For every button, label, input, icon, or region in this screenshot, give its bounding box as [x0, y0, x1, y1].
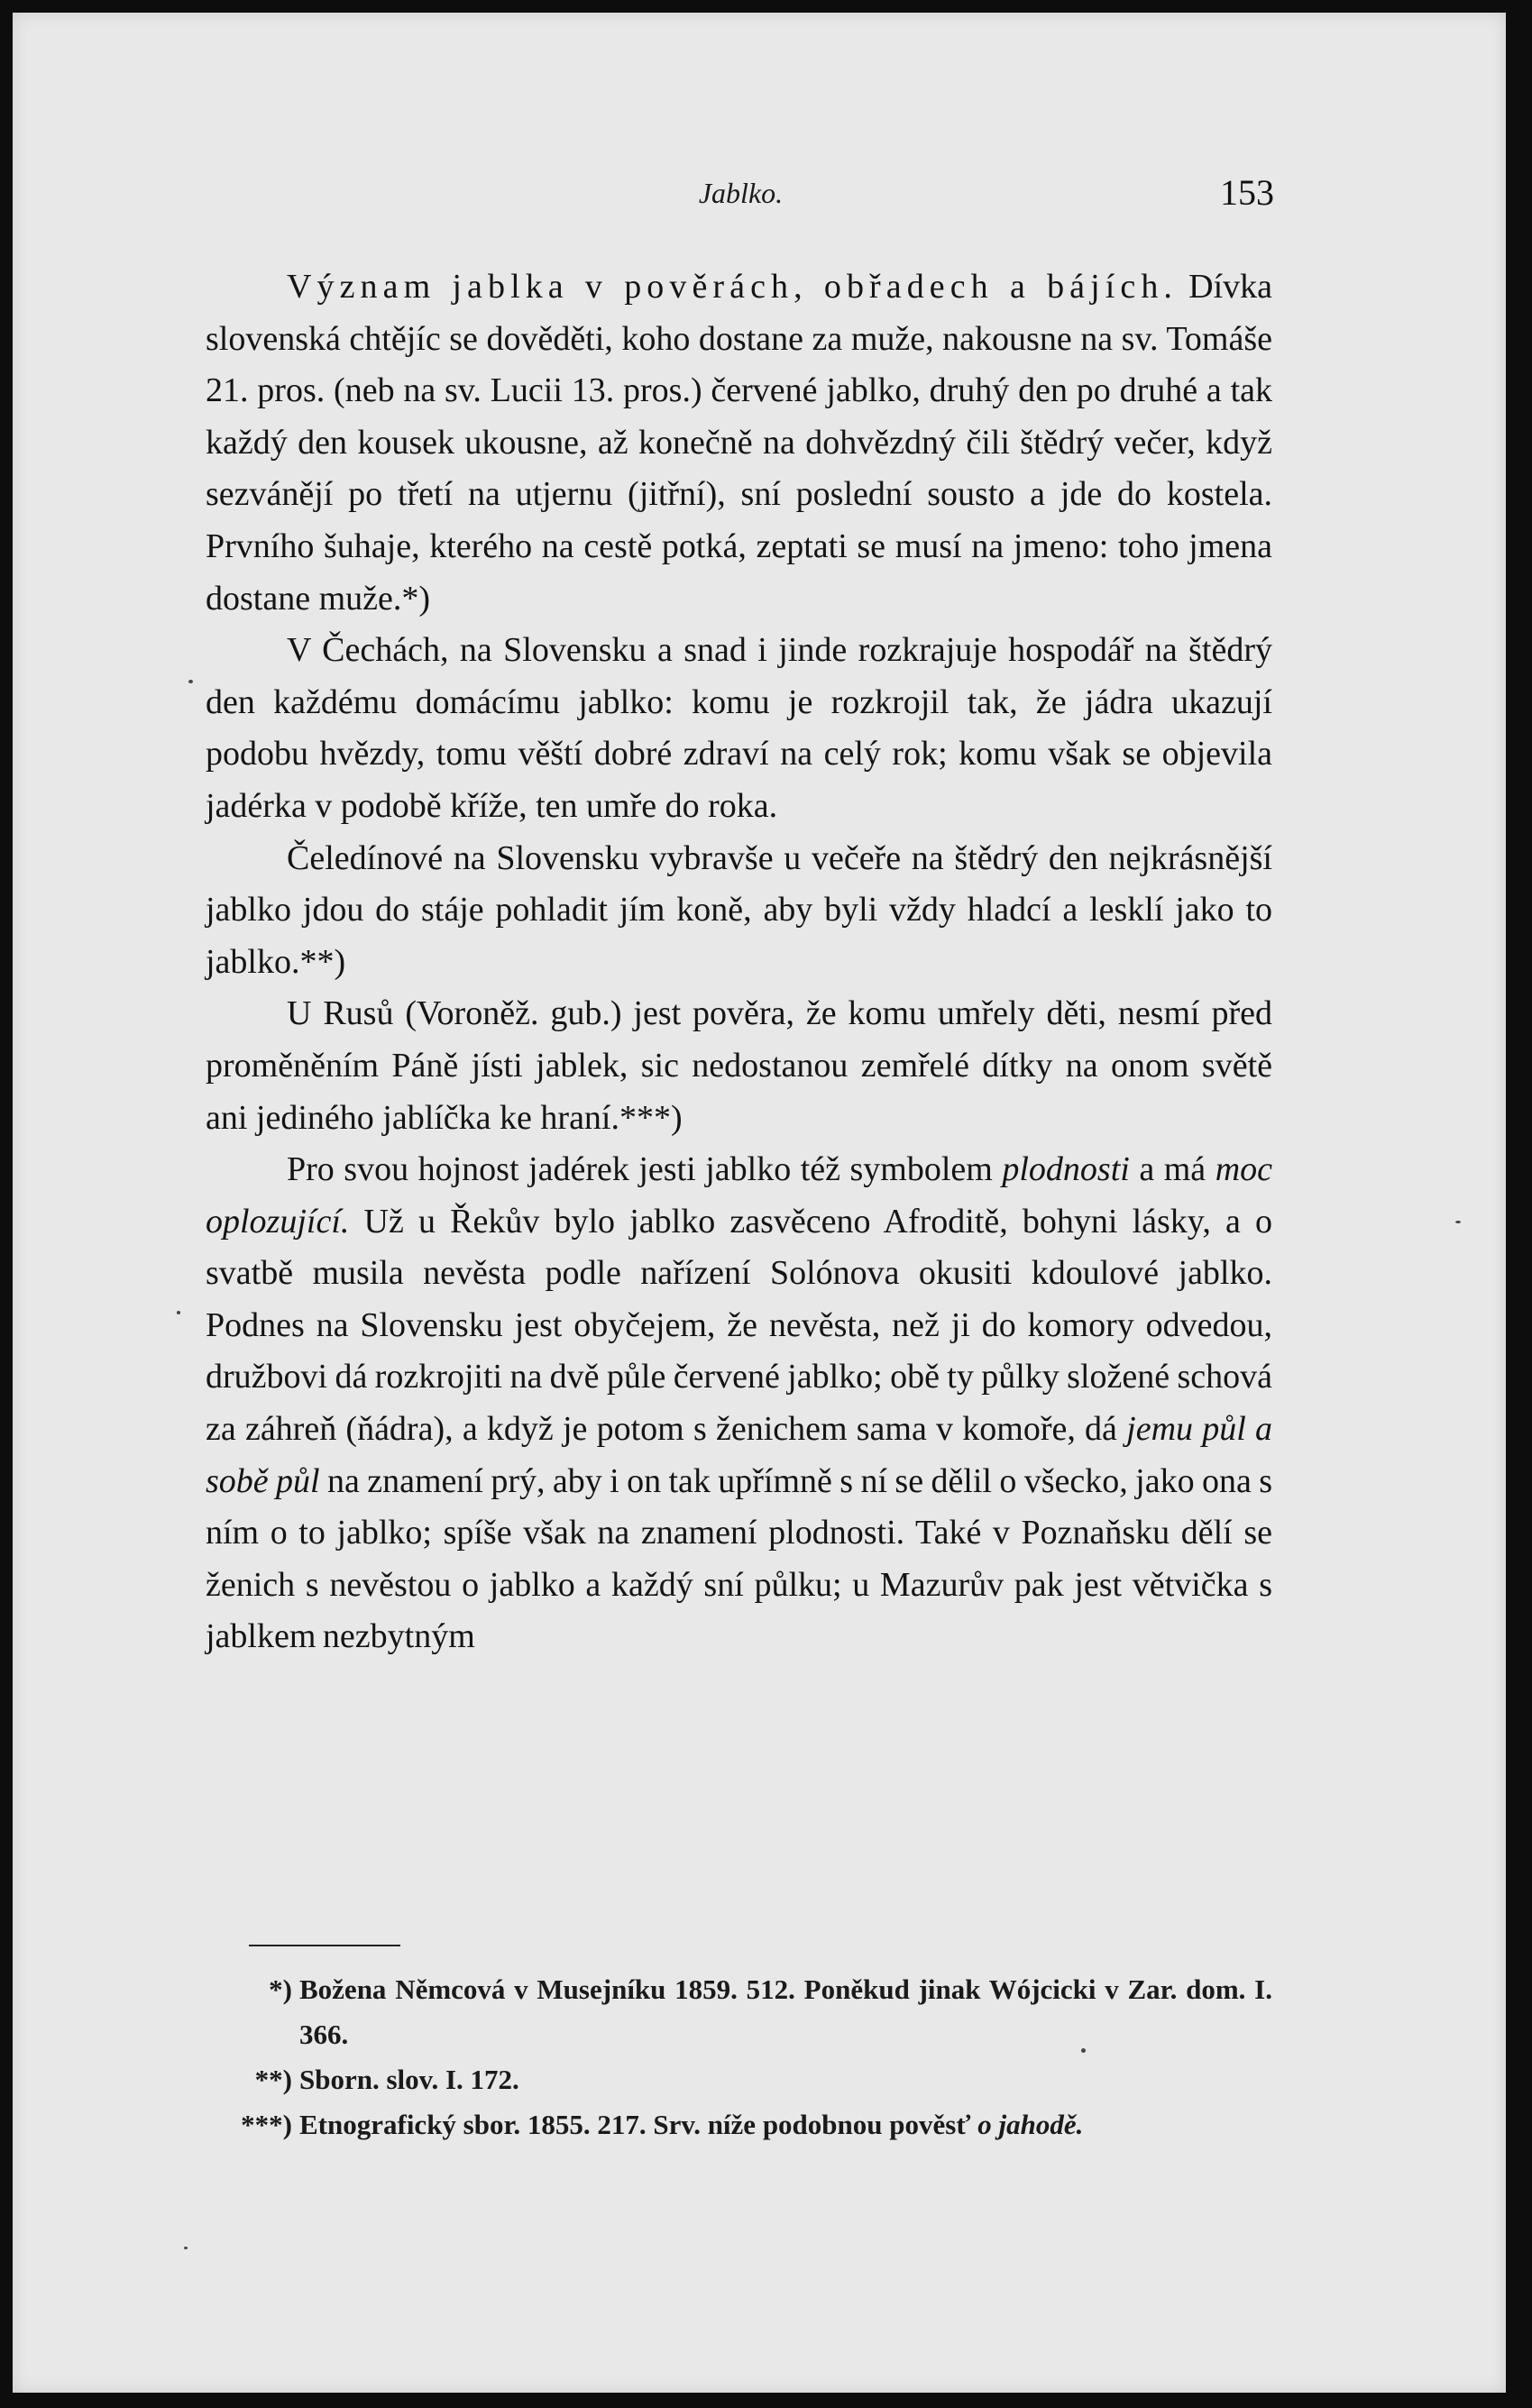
- footnotes: [206, 1967, 1272, 2147]
- page-number: 153: [1220, 172, 1274, 213]
- footnote-text: Etnografický sbor. 1855. 217. Srv. níže podobnou pověsť: [299, 2109, 978, 2140]
- paragraph-5: [206, 1144, 1272, 1663]
- paragraph-5-text: Už u Řekův bylo jablko zasvěceno Afroditě, bohyni lásky, a o svatbě musila nevěsta podle nařízení Solónova okusiti kdoulové jablko. Podnes na Slovensku jest obyčejem, že nevěsta, než ji do komory odvedou, družbovi dá rozkrojiti na dvě půle červené jablko; obě ty půlky složené schová za záhreň (ňádra), a když je potom s ženichem sama v komoře, dá: [206, 1202, 1272, 1449]
- ink-speck: [1455, 1221, 1461, 1223]
- ink-speck: [177, 1311, 180, 1314]
- ink-speck: [184, 2247, 188, 2249]
- running-head-title: Jablko.: [698, 177, 784, 209]
- paragraph-1: [206, 261, 1272, 625]
- body-text: [206, 261, 1272, 1663]
- paragraph-5-text: na znamení prý, aby i on tak upřímně s ní se dělil o všecko, jako ona s ním o to jablko; spíše však na znamení plodnosti. Také v Poznaňsku dělí se ženich s nevěstou o jablko a každý sní půlku; u Mazurův pak jest větvička s jablkem nezbytným: [206, 1461, 1273, 1656]
- emphasis-jemu-pul: jemu půl a sobě půl: [206, 1410, 1272, 1500]
- footnote-mark: **): [254, 2064, 292, 2095]
- paragraph-1-text: Dívka slovenská chtějíc se dověděti, koho dostane za muže, nakousne na sv. Tomáše 21. pros. (neb na sv. Lucii 13. pros.) červené jablko, druhý den po druhé a tak každý den kousek ukousne, až konečně na dohvězdný čili štědrý večer, když sezvánějí po třetí na utjernu (jitřní), sní poslední sousto a jde do kostela. Prvního šuhaje, kterého na cestě potká, zeptati se musí na jmeno: toho jmena dostane muže.*): [206, 268, 1273, 618]
- paragraph-3: Čeledínové na Slovensku vybravše u večeře na štědrý den nejkrásnější jablko jdou do stáje pohladit jím koně, aby byli vždy hladcí a lesklí jako to jablko.**): [206, 838, 1272, 981]
- emphasis-moc-oplozujici: moc oplozující.: [206, 1150, 1273, 1241]
- footnote-text: Sborn. slov. I. 172.: [299, 2064, 519, 2095]
- footnote-mark: ***): [241, 2109, 292, 2140]
- footnote-text: Božena Němcová v Musejníku 1859. 512. Poněkud jinak Wójcicki v Zar. dom. I. 366.: [299, 1973, 1272, 2050]
- paragraph-4: U Rusů (Voroněž. gub.) jest pověra, že komu umřely děti, nesmí před proměněním Páně jísti jablek, sic nedostanou zemřelé dítky na onom světě ani jediného jablíčka ke hraní.***): [206, 994, 1272, 1137]
- paragraph-2: V Čechách, na Slovensku a snad i jinde rozkrajuje hospodář na štědrý den každému domácímu jablko: komu je rozkrojil tak, že jádra ukazují podobu hvězdy, tomu věští dobré zdraví na celý rok; komu však se objevila jadérka v podobě kříže, ten umře do roka.: [206, 631, 1272, 825]
- ink-speck: [188, 680, 193, 683]
- emphasis-plodnosti: plodnosti: [1002, 1150, 1130, 1189]
- footnote-mark: *): [269, 1973, 292, 2005]
- paragraph-5-text: a má: [1129, 1150, 1216, 1189]
- running-head: [207, 172, 1274, 222]
- footnote-1: [206, 1967, 1272, 2057]
- section-heading: Význam jablka v pověrách, obřadech a bájích.: [287, 268, 1179, 306]
- footnote-rule: [249, 1945, 400, 1946]
- footnote-2: [206, 2057, 1272, 2102]
- footnote-italic: o jahodě.: [977, 2109, 1084, 2140]
- footnote-3: [206, 2102, 1272, 2147]
- paragraph-5-text: Pro svou hojnost jadérek jesti jablko též symbolem: [287, 1150, 1003, 1189]
